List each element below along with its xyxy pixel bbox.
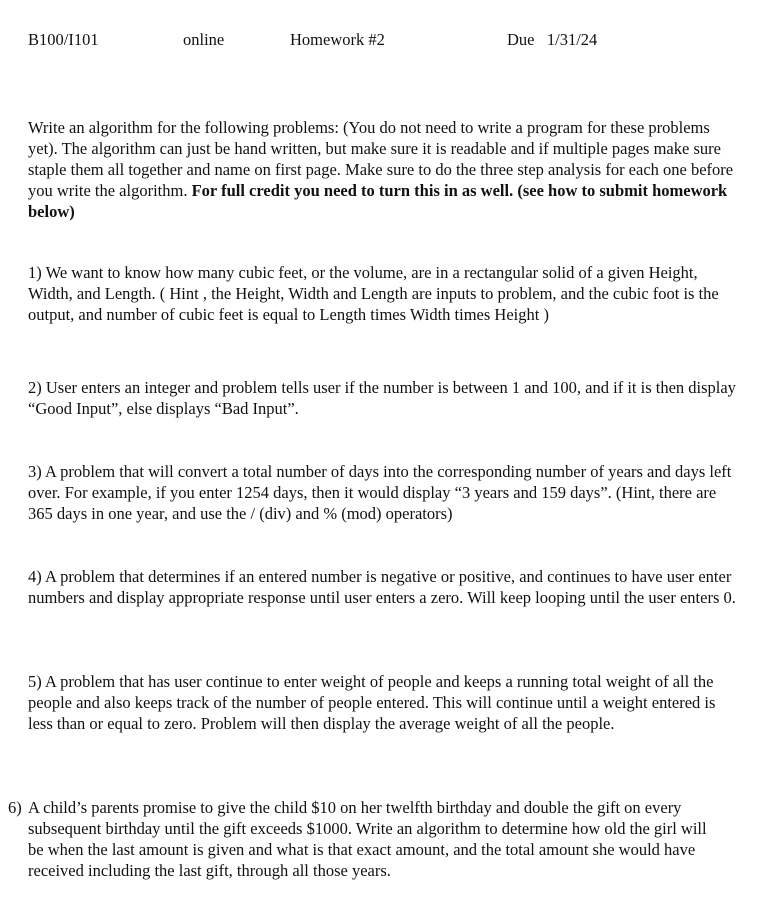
problem-4: 4) A problem that determines if an entered number is negative or positive, and continues to have user enter numbers and display appropriate response until user enters a zero. Will keep looping until the user enters 0. bbox=[28, 567, 736, 607]
homework-title: Homework #2 bbox=[290, 30, 385, 49]
problem-1: 1) We want to know how many cubic feet, or the volume, are in a rectangular solid of a given Height, Width, and Length. ( Hint , the Height, Width and Length are inputs to problem, and the cubic foot is the output, and number of cubic feet is equal to Length times Width times Height ) bbox=[28, 263, 719, 324]
course-mode: online bbox=[183, 30, 225, 49]
problem-3: 3) A problem that will convert a total number of days into the corresponding number of years and days left over. For example, if you enter 1254 days, then it would display “3 years and 159 days”. (Hint, there are 365 days in one year, and use the / (div) and % (mod) operators) bbox=[28, 462, 732, 523]
instructions-paragraph bbox=[28, 117, 740, 222]
document-header bbox=[0, 29, 770, 50]
instructions-credit-note: For full credit you need to turn this in as well. (see how to submit homework below) bbox=[28, 181, 728, 221]
course-code: B100/I101 bbox=[28, 30, 99, 49]
instructions-text: Write an algorithm for the following problems: (You do not need to write a program for these problems yet). The algorithm can just be hand written, but make sure it is readable and if multiple pages make sure staple them all together and name on first page. Make sure to do the three step analysis for each one before you write the algorithm. bbox=[28, 118, 734, 200]
problem-6-text: A child’s parents promise to give the child $10 on her twelfth birthday and double the gift on every subsequent birthday until the gift exceeds $1000. Write an algorithm to determine how old the girl will be when the last amount is given and what is that exact amount, and the total amount she would have received including the last gift, through all those years. bbox=[28, 798, 707, 880]
problem-5: 5) A problem that has user continue to enter weight of people and keeps a running total weight of all the people and also keeps track of the number of people entered. This will continue until a weight entered is less than or equal to zero. Problem will then display the average weight of all the people. bbox=[28, 672, 716, 733]
problem-6 bbox=[8, 797, 708, 881]
problem-2: 2) User enters an integer and problem tells user if the number is between 1 and 100, and if it is then display “Good Input”, else displays “Bad Input”. bbox=[28, 378, 736, 418]
problem-6-number: 6) bbox=[8, 798, 22, 817]
due-date: Due 1/31/24 bbox=[507, 30, 598, 49]
